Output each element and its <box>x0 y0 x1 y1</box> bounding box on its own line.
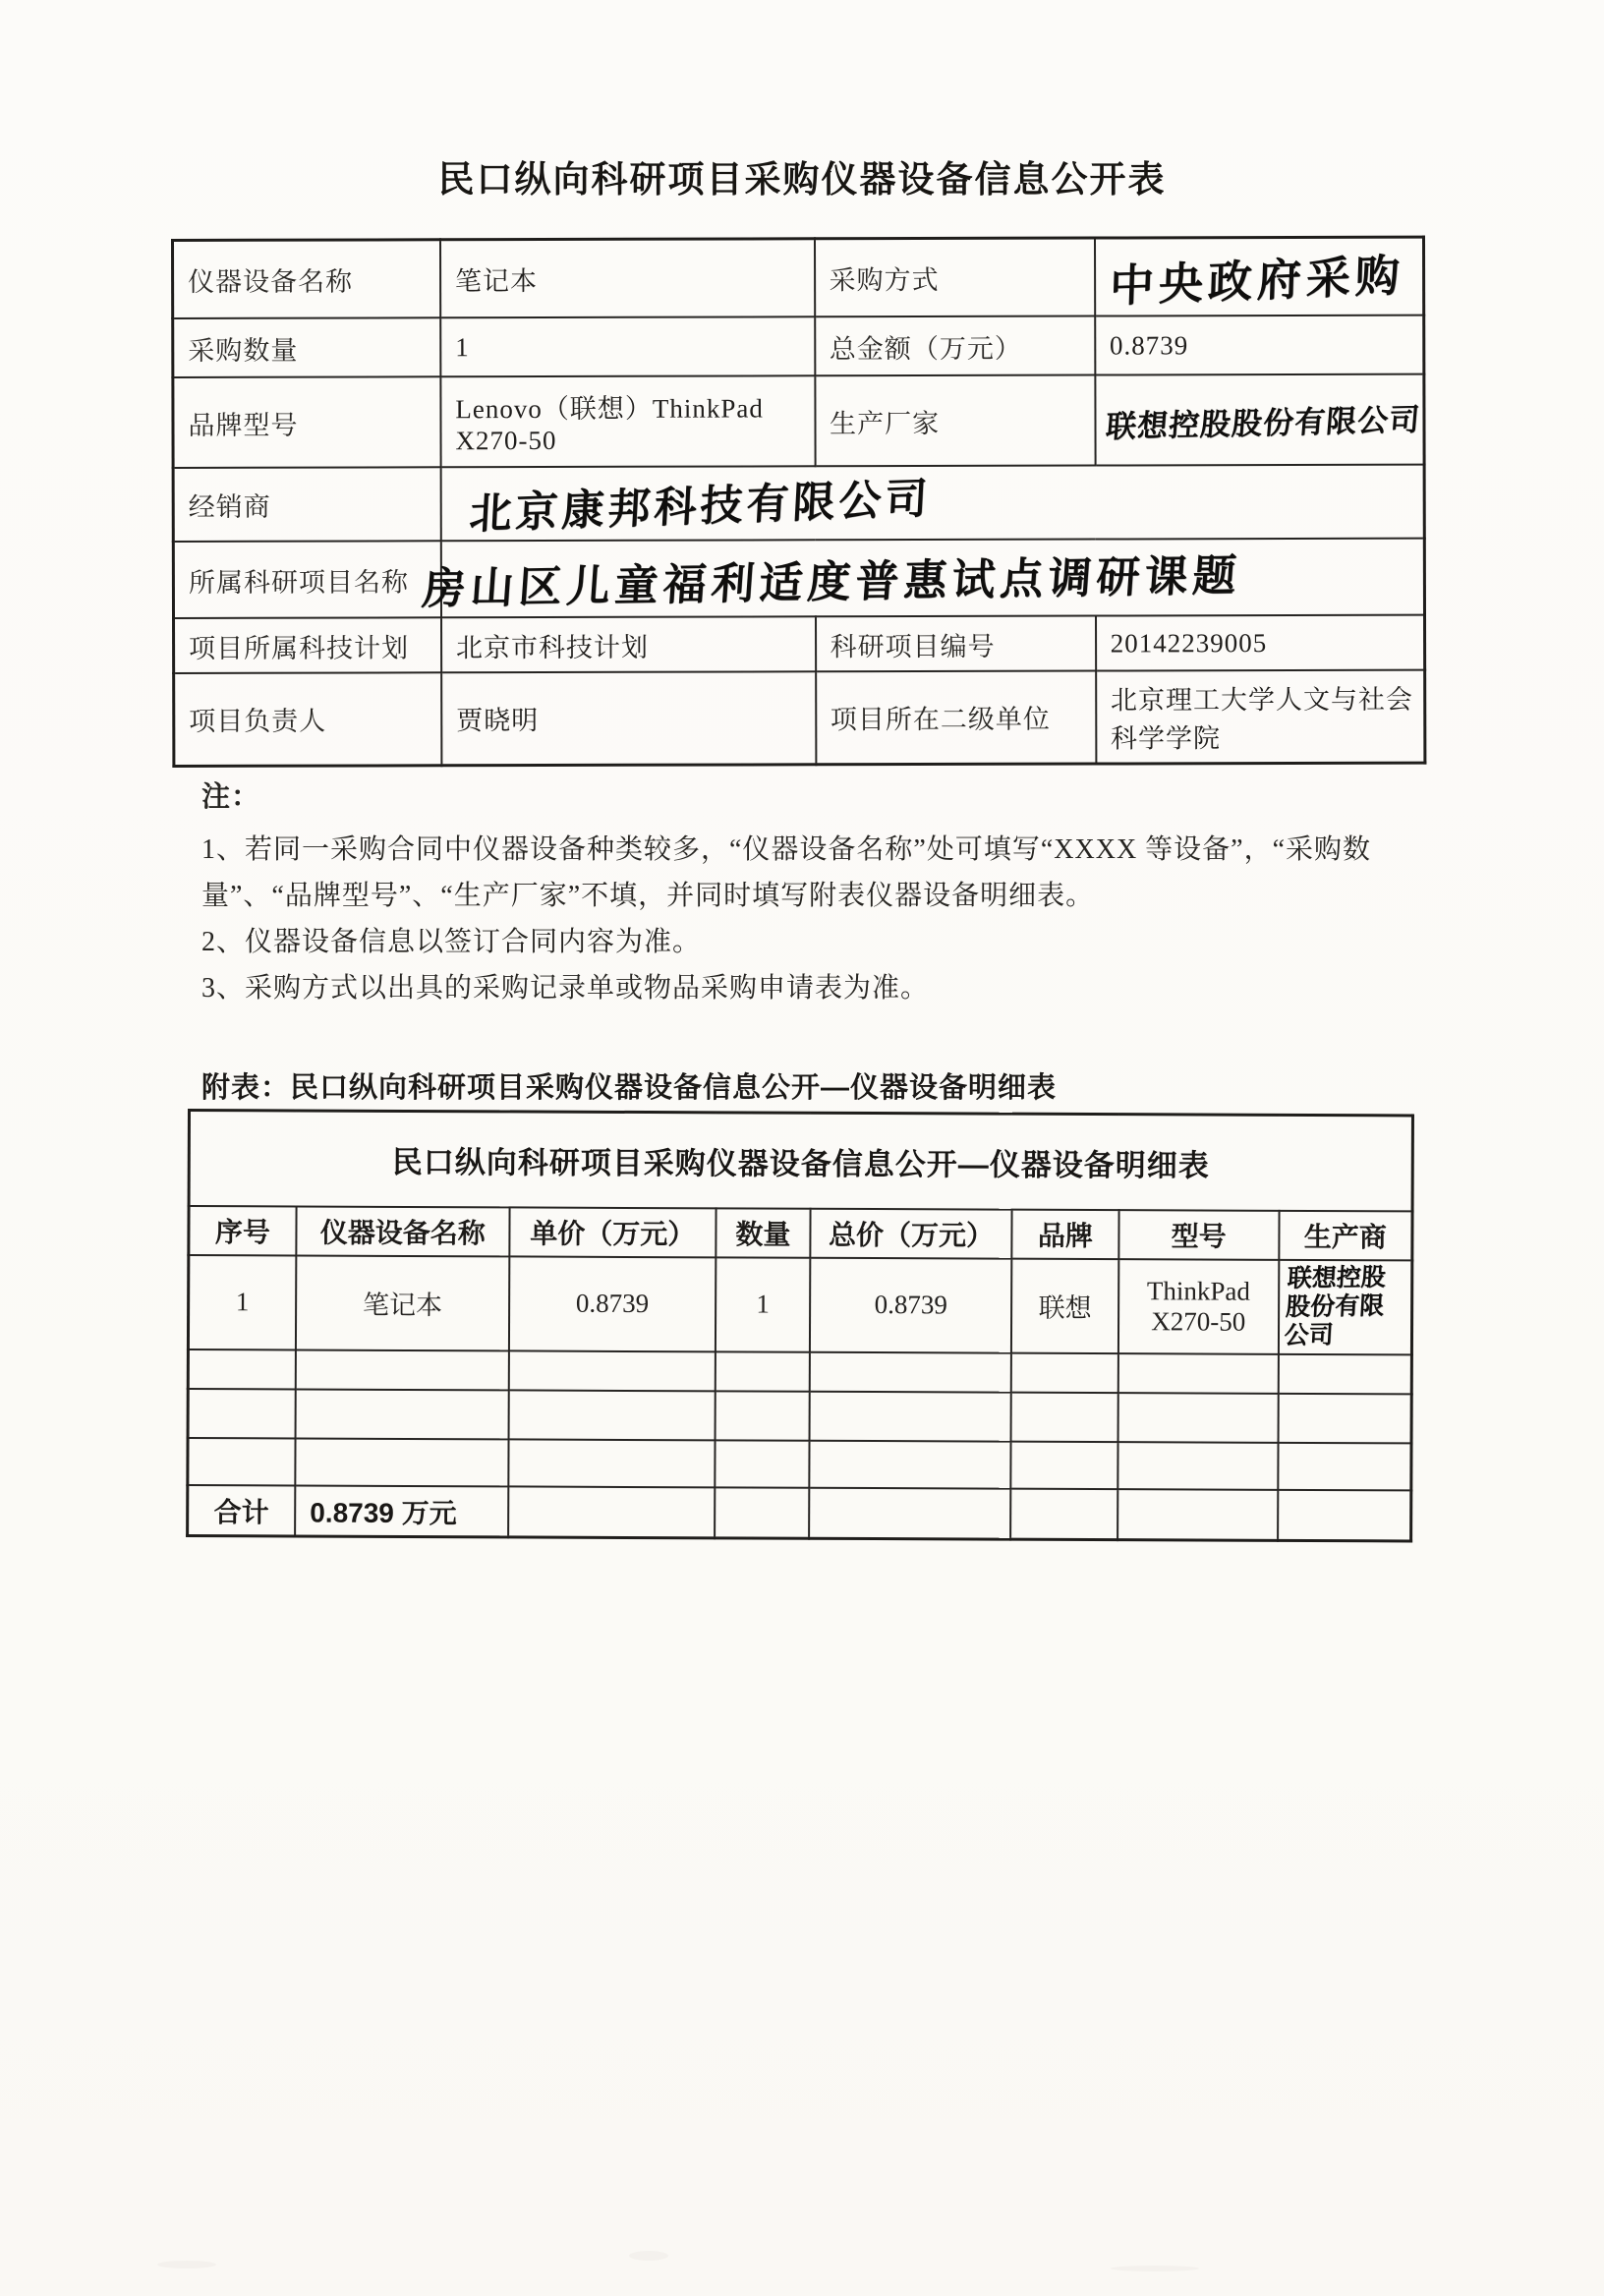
field-value-research-project <box>420 539 1425 618</box>
empty-cell <box>1011 1392 1118 1441</box>
field-label-manufacturer: 生产厂家 <box>815 375 1095 467</box>
cell-seq: 1 <box>188 1255 296 1350</box>
cell-total-price: 0.8739 <box>810 1257 1012 1352</box>
total-value: 0.8739 万元 <box>295 1485 508 1537</box>
field-label-project-leader: 项目负责人 <box>174 672 442 766</box>
table-header-row <box>189 1206 1412 1260</box>
main-info-table <box>171 236 1426 768</box>
field-label-quantity: 采购数量 <box>173 317 441 377</box>
handwritten-manufacturer: 联想控股股份有限公司 <box>1104 401 1422 444</box>
empty-cell <box>715 1487 809 1538</box>
empty-cell <box>716 1351 810 1391</box>
detail-table-title: 民口纵向科研项目采购仪器设备信息公开—仪器设备明细表 <box>189 1111 1412 1211</box>
table-row <box>174 670 1425 766</box>
empty-cell <box>508 1390 716 1440</box>
empty-cell <box>188 1438 296 1485</box>
detail-table <box>186 1109 1414 1543</box>
empty-cell <box>508 1439 716 1487</box>
field-value-project-leader: 贾晓明 <box>441 671 816 765</box>
empty-table-row <box>188 1438 1411 1490</box>
field-label-secondary-unit: 项目所在二级单位 <box>816 671 1096 765</box>
handwritten-purchase-method: 中央政府采购 <box>1108 251 1405 312</box>
empty-cell <box>1011 1352 1117 1392</box>
table-row <box>173 237 1424 318</box>
empty-cell <box>715 1440 809 1487</box>
field-value-sci-plan: 北京市科技计划 <box>441 616 816 672</box>
scan-artifact <box>1111 2266 1199 2271</box>
table-row <box>173 374 1424 468</box>
table-row <box>174 615 1425 673</box>
column-header-seq: 序号 <box>189 1206 297 1255</box>
empty-cell <box>1278 1354 1411 1395</box>
field-value-project-number: 20142239005 <box>1096 615 1425 671</box>
column-header-total-price: 总价（万元） <box>810 1208 1012 1258</box>
scan-artifact <box>157 2261 216 2268</box>
field-label-total-amount: 总金额（万元） <box>815 316 1095 376</box>
field-value-brand-model: Lenovo（联想）ThinkPad X270-50 <box>440 375 815 467</box>
note-item-1: 1、若同一采购合同中仪器设备种类较多，“仪器设备名称”处可填写“XXXX 等设备”，“采购数量”、“品牌型号”、“生产厂家”不填，并同时填写附表仪器设备明细表。 <box>201 834 1372 911</box>
empty-cell <box>295 1438 508 1486</box>
notes-section <box>201 775 1450 1011</box>
field-label-device-name: 仪器设备名称 <box>173 240 441 318</box>
empty-cell <box>1117 1442 1278 1490</box>
cell-device-name: 笔记本 <box>296 1255 509 1350</box>
field-value-device-name: 笔记本 <box>440 239 815 317</box>
total-row <box>188 1485 1411 1541</box>
handwritten-producer: 联想控股股份有限公司 <box>1283 1264 1387 1349</box>
page-title: 民口纵向科研项目采购仪器设备信息公开表 <box>437 159 1167 200</box>
field-value-dealer <box>441 465 1425 542</box>
empty-cell <box>1278 1394 1411 1444</box>
empty-cell <box>809 1392 1011 1442</box>
scan-artifact <box>629 2251 668 2261</box>
note-item-2: 2、仪器设备信息以签订合同内容为准。 <box>201 927 702 957</box>
field-label-dealer: 经销商 <box>173 467 441 542</box>
table-row <box>188 1255 1411 1355</box>
field-value-purchase-method <box>1095 237 1424 316</box>
empty-cell <box>1010 1488 1117 1539</box>
empty-table-row <box>188 1389 1411 1443</box>
empty-cell <box>296 1349 509 1390</box>
attachment-label: 附表：民口纵向科研项目采购仪器设备信息公开—仪器设备明细表 <box>201 1072 1058 1104</box>
field-value-total-amount: 0.8739 <box>1095 316 1424 375</box>
empty-cell <box>1117 1489 1278 1541</box>
handwritten-dealer: 北京康邦科技有限公司 <box>468 476 933 539</box>
total-label: 合计 <box>188 1485 296 1536</box>
table-row <box>173 316 1424 377</box>
notes-heading: 注： <box>201 781 261 813</box>
empty-cell <box>809 1441 1011 1489</box>
column-header-unit-price: 单价（万元） <box>509 1207 716 1257</box>
cell-brand: 联想 <box>1011 1258 1118 1353</box>
field-value-secondary-unit: 北京理工大学人文与社会科学学院 <box>1096 670 1425 764</box>
note-item-3: 3、采购方式以出具的采购记录单或物品采购申请表为准。 <box>201 973 930 1004</box>
empty-cell <box>1278 1490 1411 1542</box>
field-label-brand-model: 品牌型号 <box>173 376 441 468</box>
cell-unit-price: 0.8739 <box>509 1256 716 1351</box>
field-label-sci-plan: 项目所属科技计划 <box>174 617 442 673</box>
empty-cell <box>1278 1443 1411 1491</box>
empty-cell <box>810 1352 1012 1393</box>
table-row <box>189 1111 1412 1211</box>
field-value-quantity: 1 <box>440 316 815 376</box>
column-header-device-name: 仪器设备名称 <box>296 1206 509 1256</box>
empty-cell <box>296 1389 509 1439</box>
cell-producer <box>1279 1259 1412 1354</box>
column-header-brand: 品牌 <box>1012 1209 1119 1258</box>
empty-cell <box>508 1486 716 1538</box>
empty-cell <box>716 1391 810 1440</box>
field-label-project-number: 科研项目编号 <box>816 616 1096 672</box>
cell-model: ThinkPad X270-50 <box>1118 1259 1280 1354</box>
empty-cell <box>508 1350 716 1391</box>
table-row <box>173 539 1424 618</box>
column-header-qty: 数量 <box>716 1208 810 1257</box>
table-row <box>173 465 1424 542</box>
empty-cell <box>188 1349 296 1389</box>
column-header-model: 型号 <box>1118 1210 1279 1260</box>
field-label-research-project: 所属科研项目名称 <box>173 541 441 618</box>
column-header-producer: 生产商 <box>1279 1210 1412 1260</box>
empty-cell <box>1117 1353 1278 1394</box>
empty-cell <box>188 1389 296 1438</box>
handwritten-research-project: 房山区儿童福利适度普惠试点调研课题 <box>420 551 1243 614</box>
empty-cell <box>809 1488 1011 1540</box>
field-label-purchase-method: 采购方式 <box>815 238 1095 316</box>
empty-cell <box>1011 1441 1118 1488</box>
empty-table-row <box>188 1349 1411 1394</box>
field-value-manufacturer <box>1095 374 1424 466</box>
empty-cell <box>1117 1393 1278 1443</box>
cell-qty: 1 <box>716 1257 810 1352</box>
